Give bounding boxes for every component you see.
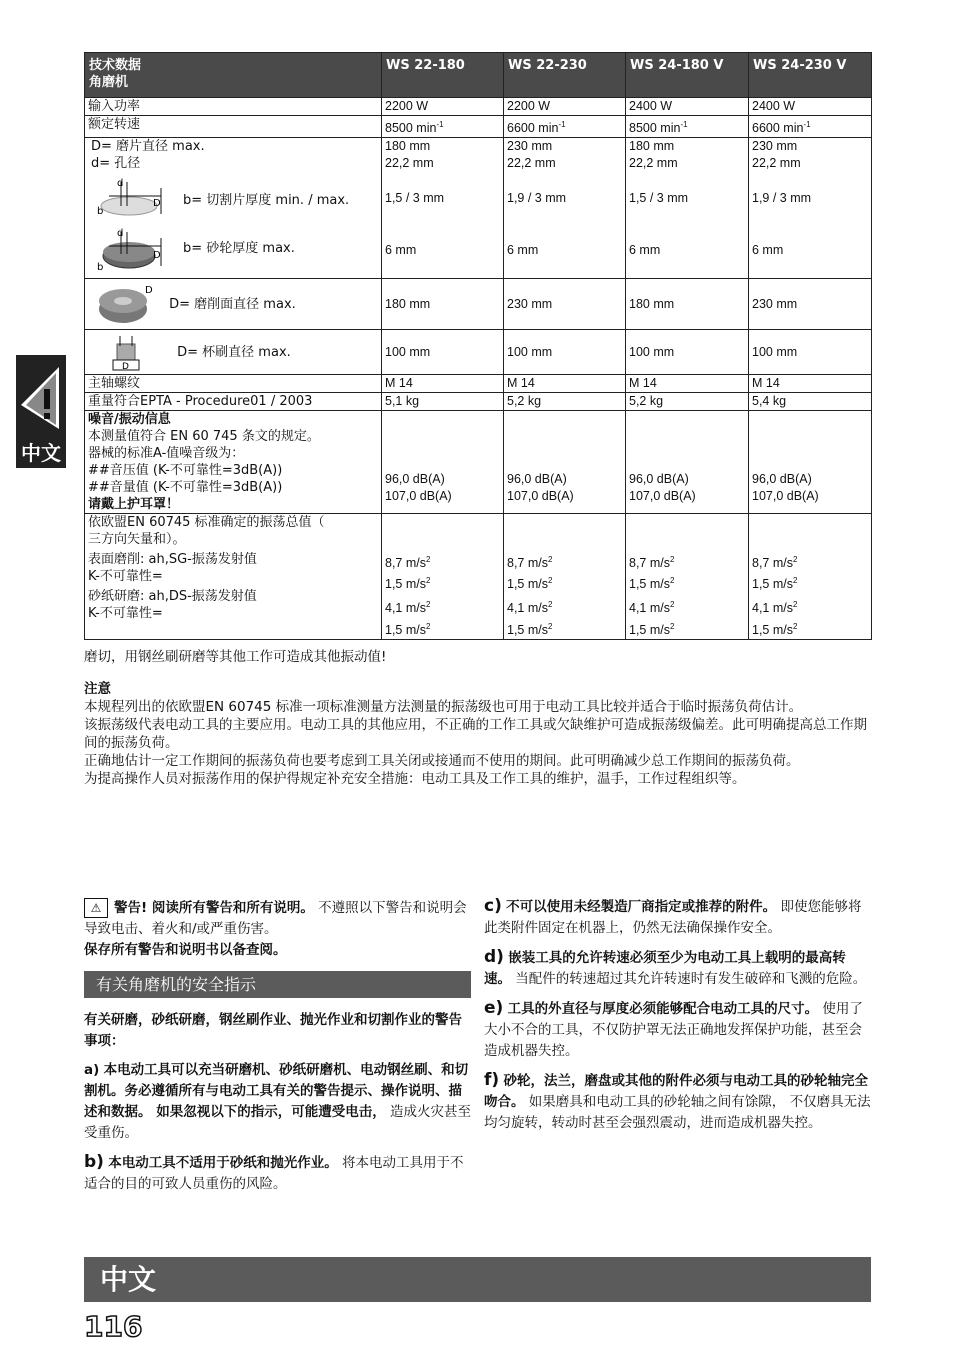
table-row-noise <box>85 411 872 514</box>
row-label: 主轴螺纹 <box>85 375 382 393</box>
noise-labels: 噪音/振动信息 本测量值符合 EN 60 745 条文的规定。 器械的标准A-值噪音级为： ##音压值 (K-不可靠性=3dB(A)) ##音量值 (K-不可靠性=3dB(A)) 请戴上护耳罩！ <box>85 411 382 514</box>
cell-value: 5,4 kg <box>749 393 872 411</box>
item-b: b) 本电动工具不适用于砂纸和抛光作业。 将本电动工具用于不适合的目的可致人员重伤的风险。 <box>84 1152 464 1192</box>
noise-values: 96,0 dB(A) 107,0 dB(A) <box>626 411 749 514</box>
after-table-note: 磨切，用钢丝刷研磨等其他工作可造成其他振动值! <box>84 649 387 665</box>
footer-language-bar: 中文 <box>84 1257 871 1302</box>
warning-paragraph: ⚠ 警告! 阅读所有警告和所有说明。 不遵照以下警告和说明会导致电击、着火和/或严重伤害。 保存所有警告和说明书以备查阅。 <box>84 900 467 958</box>
page-number: 116 <box>84 1310 143 1343</box>
vibration-labels: 依欧盟EN 60745 标准确定的振荡总值（ 三方向矢量和）。 表面磨削: ah,SG-振荡发射值 K-不可靠性= 砂纸研磨: ah,DS-振荡发射值 K-不可靠性= <box>85 514 382 640</box>
svg-text:D: D <box>145 285 153 297</box>
vibration-values: 8,7 $m/s^2$ 1,5 $m/s^2$ 4,1 $m/s^2$ 1,5 $m/s^2$ <box>626 514 749 640</box>
item-a: a) 本电动工具可以充当研磨机、砂纸研磨机、电动钢丝刷、和切割机。务必遵循所有与电动工具有关的警告提示、操作说明、描述和数据。 如果忽视以下的指示，可能遭受电击， 造成火灾甚至受重伤。 <box>84 1062 471 1141</box>
svg-text:D: D <box>153 250 161 262</box>
cell-value: 5,2 kg <box>626 393 749 411</box>
table-row-brush <box>85 330 872 375</box>
table-row-disc <box>85 138 872 279</box>
cell-value: 2400 W <box>749 98 872 116</box>
notice-paragraph: 为提高操作人员对振荡作用的保护得规定补充安全措施：电动工具及工作工具的维护，温手，工作过程组织等。 <box>84 771 746 787</box>
table-header-row <box>85 53 872 98</box>
noise-values: 96,0 dB(A) 107,0 dB(A) <box>504 411 626 514</box>
cell-value: 2200 W <box>504 98 626 116</box>
cell-value: 100 mm <box>382 330 504 375</box>
disc-values: 180 mm 22,2 mm 1,5 / 3 mm 6 mm <box>382 138 504 279</box>
cell-value: 2200 W <box>382 98 504 116</box>
cell-value: M 14 <box>504 375 626 393</box>
cell-value: 100 mm <box>504 330 626 375</box>
notice-paragraph: 正确地估计一定工作期间的振荡负荷也要考虑到工具关闭或接通而不使用的期间。此可明确减少总工作期间的振荡负荷。 <box>84 753 800 769</box>
cell-value: 180 mm <box>626 279 749 330</box>
disc-values: 230 mm 22,2 mm 1,9 / 3 mm 6 mm <box>504 138 626 279</box>
cell-value: 8500 $\min^{-1}$ <box>382 116 504 138</box>
cell-value: 180 mm <box>382 279 504 330</box>
svg-text:b: b <box>97 262 104 274</box>
svg-text:D: D <box>122 362 129 373</box>
left-column <box>84 898 471 1203</box>
cut-label: b= 切割片厚度 min. / max. <box>183 193 350 209</box>
cell-value: 230 mm <box>749 279 872 330</box>
brush-label: D= 杯刷直径 max. <box>177 344 291 360</box>
cell-value: 8500 $\min^{-1}$ <box>626 116 749 138</box>
svg-text:b: b <box>97 206 104 218</box>
cell-value: 5,2 kg <box>504 393 626 411</box>
item-f: f) 砂轮，法兰，磨盘或其他的附件必须与电动工具的砂轮轴完全吻合。 如果磨具和电动工具的砂轮轴之间有馀隙， 不仅磨具无法均匀旋转，转动时甚至会强烈震动，进而造成机器失控。 <box>484 1070 871 1131</box>
cell-value: 6600 $\min^{-1}$ <box>504 116 626 138</box>
disc-values: 180 mm 22,2 mm 1,5 / 3 mm 6 mm <box>626 138 749 279</box>
cut-disc-row <box>91 172 378 226</box>
disc-labels: D= 磨片直径 max. d= 孔径 d b D b= 切割片厚度 min. / max. d b D b= 砂轮厚度 max. <box>85 138 382 279</box>
svg-text:D: D <box>153 198 161 210</box>
cell-value: 100 mm <box>626 330 749 375</box>
notice-paragraph: 本规程列出的依欧盟EN 60745 标准一项标准测量方法测量的振荡级也可用于电动工具比较并适合于临时振荡负荷估计。 <box>84 699 803 715</box>
grinding-disc-icon <box>95 226 165 276</box>
table-row <box>85 98 872 116</box>
cup-brush-icon <box>105 332 145 372</box>
model-header: WS 22-230 <box>504 53 626 98</box>
vibration-values: 8,7 $m/s^2$ 1,5 $m/s^2$ 4,1 $m/s^2$ 1,5 $m/s^2$ <box>382 514 504 640</box>
sanding-disc-icon <box>95 281 155 327</box>
notice-section <box>84 680 874 788</box>
header-label: 技术数据 角磨机 <box>85 53 382 98</box>
right-column <box>484 896 872 1142</box>
item-d: d) 嵌装工具的允许转速必须至少为电动工具上载明的最高转速。 当配件的转速超过其允许转速时有发生破碎和飞溅的危险。 <box>484 947 867 987</box>
model-header: WS 22-180 <box>382 53 504 98</box>
sanding-label: D= 磨削面直径 max. <box>169 296 296 312</box>
warning-triangle-icon <box>19 365 63 431</box>
cell-value: 2400 W <box>626 98 749 116</box>
grind-label: b= 砂轮厚度 max. <box>183 241 295 257</box>
table-row <box>85 116 872 138</box>
notice-paragraph: 该振荡级代表电动工具的主要应用。电动工具的其他应用，不正确的工作工具或欠缺维护可造成振荡级偏差。此可明确提高总工作期间的振荡负荷。 <box>84 717 867 751</box>
item-c: c) 不可以使用未经製造厂商指定或推荐的附件。 即使您能够将此类附件固定在机器上，仍然无法确保操作安全。 <box>484 896 862 936</box>
warning-icon: ⚠ <box>84 898 108 918</box>
table-row <box>85 375 872 393</box>
noise-values: 96,0 dB(A) 107,0 dB(A) <box>749 411 872 514</box>
cell-value: M 14 <box>626 375 749 393</box>
svg-text:d: d <box>117 228 124 240</box>
cell-value: M 14 <box>749 375 872 393</box>
table-row <box>85 393 872 411</box>
model-header: WS 24-180 V <box>626 53 749 98</box>
disc-values: 230 mm 22,2 mm 1,9 / 3 mm 6 mm <box>749 138 872 279</box>
sanding-label-cell <box>85 279 382 330</box>
cell-value: 5,1 kg <box>382 393 504 411</box>
section-banner: 有关角磨机的安全指示 <box>84 971 471 998</box>
intro-paragraph: 有关研磨，砂纸研磨，钢丝刷作业、抛光作业和切割作业的警告事项： <box>84 1012 462 1049</box>
side-tab-label: 中文 <box>21 441 61 465</box>
cell-value: M 14 <box>382 375 504 393</box>
table-row-vibration <box>85 514 872 640</box>
vibration-values: 8,7 $m/s^2$ 1,5 $m/s^2$ 4,1 $m/s^2$ 1,5 $m/s^2$ <box>749 514 872 640</box>
language-side-tab <box>16 355 66 468</box>
row-label: 额定转速 <box>85 116 382 138</box>
cell-value: 230 mm <box>504 279 626 330</box>
spec-table <box>84 52 872 640</box>
brush-label-cell <box>85 330 382 375</box>
table-row-sanding <box>85 279 872 330</box>
cell-value: 100 mm <box>749 330 872 375</box>
cell-value: 6600 $\min^{-1}$ <box>749 116 872 138</box>
item-e: e) 工具的外直径与厚度必须能够配合电动工具的尺寸。 使用了大小不合的工具，不仅防护罩无法正确地发挥保护功能，甚至会造成机器失控。 <box>484 998 863 1059</box>
notice-title: 注意 <box>84 681 111 697</box>
row-label: 输入功率 <box>85 98 382 116</box>
row-label: 重量符合EPTA - Procedure01 / 2003 <box>85 393 382 411</box>
vibration-values: 8,7 $m/s^2$ 1,5 $m/s^2$ 4,1 $m/s^2$ 1,5 $m/s^2$ <box>504 514 626 640</box>
model-header: WS 24-230 V <box>749 53 872 98</box>
noise-values: 96,0 dB(A) 107,0 dB(A) <box>382 411 504 514</box>
grind-disc-row <box>91 226 378 276</box>
svg-text:d: d <box>117 178 124 190</box>
cutting-disc-icon <box>95 174 165 224</box>
